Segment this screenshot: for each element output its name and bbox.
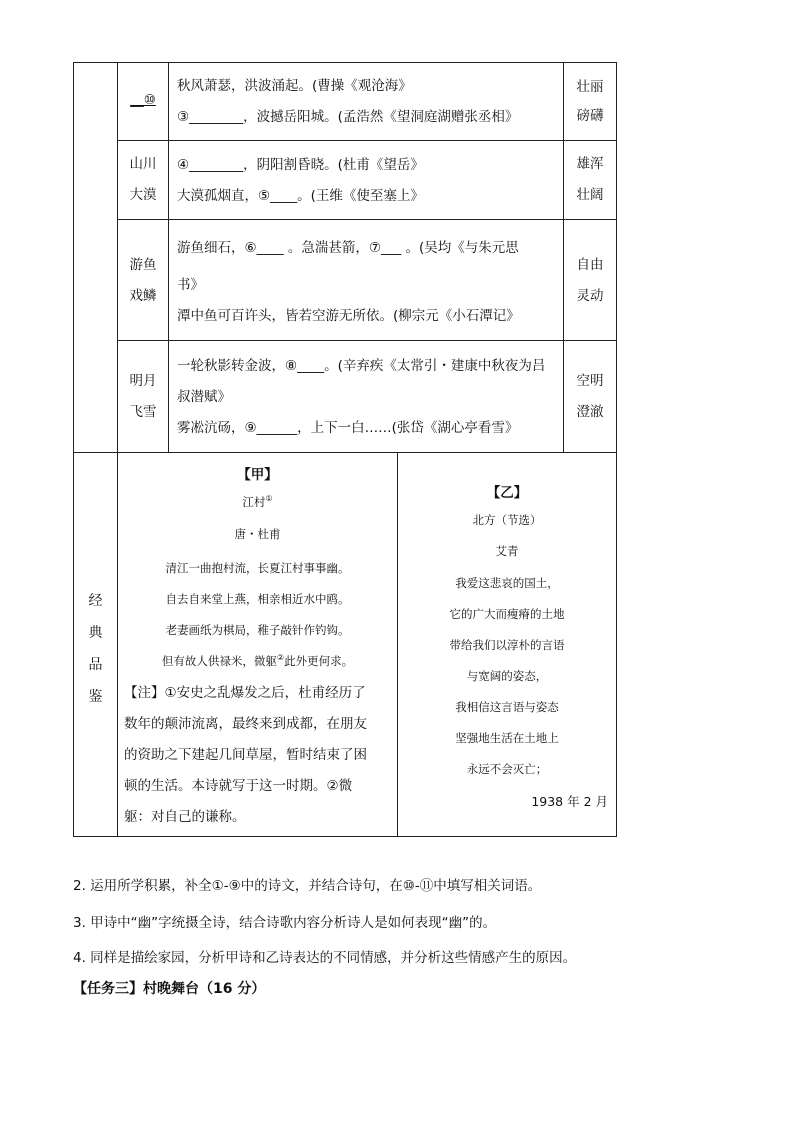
poem-line: 一轮秋影转金波，⑧____。(辛弃疾《太常引・建康中秋夜为吕 <box>177 358 546 374</box>
poem-a-author: 唐・杜甫 <box>234 527 281 541</box>
poem-a-line: 但有故人供禄米，微躯②此外更何求。 <box>161 653 354 668</box>
poem-a-note: 顿的生活。本诗就写于这一时期。②微 <box>124 778 353 794</box>
row-label-blank: __⑩ <box>130 92 156 108</box>
poem-b-line: 永远不会灭亡； <box>466 762 548 776</box>
poem-b-line: 带给我们以淳朴的言语 <box>449 638 565 652</box>
poem-a-line: 自去自来堂上燕，相亲相近水中鸥。 <box>165 592 350 606</box>
poem-line: 潭中鱼可百许头，皆若空游无所依。(柳宗元《小石潭记》 <box>177 308 520 324</box>
poem-line: 雾凇沆砀，⑨______，上下一白……(张岱《湖心亭看雪》 <box>177 420 519 436</box>
poem-a-line: 清江一曲抱村流，长夏江村事事幽。 <box>165 561 350 575</box>
row-label: 大漠 <box>129 187 157 203</box>
poem-b-tag: 【乙】 <box>486 485 528 501</box>
poem-line: 书》 <box>177 277 204 293</box>
poem-a-note: 躯：对自己的谦称。 <box>124 809 246 825</box>
row-label: 飞雪 <box>129 404 157 420</box>
poem-b-line: 它的广大而瘦瘠的土地 <box>449 607 565 621</box>
style-word: 自由 <box>576 257 604 273</box>
style-word: 壮丽 <box>576 79 604 95</box>
poem-b-line: 我爱这悲哀的国土， <box>455 576 559 590</box>
poem-b-date: 1938 年 2 月 <box>531 794 608 809</box>
question-4: 4. 同样是描绘家园，分析甲诗和乙诗表达的不同情感，并分析这些情感产生的原因。 <box>73 950 577 966</box>
row-label: 山川 <box>129 156 157 172</box>
poem-a-line: 老妻画纸为棋局，稚子敲针作钓钩。 <box>165 623 350 637</box>
poem-b-line: 与宽阔的姿态， <box>466 669 548 683</box>
question-3: 3. 甲诗中“幽”字统摄全诗，结合诗歌内容分析诗人是如何表现“幽”的。 <box>73 915 497 931</box>
style-word: 磅礴 <box>576 108 604 124</box>
poem-line: 叔潜赋》 <box>177 389 231 405</box>
poem-line: ④________，阴阳割昏晓。(杜甫《望岳》 <box>177 157 424 173</box>
poem-a-title: 江村① <box>242 494 273 509</box>
poem-a-note: 数年的颠沛流离，最终来到成都，在朋友 <box>124 716 367 732</box>
row-label: 明月 <box>129 373 157 389</box>
poem-line: 大漠孤烟直，⑤____。(王维《使至塞上》 <box>177 188 424 204</box>
style-word: 空明 <box>576 373 604 389</box>
poem-a-note: 【注】①安史之乱爆发之后，杜甫经历了 <box>124 685 366 701</box>
poem-b-line: 我相信这言语与姿态 <box>455 700 559 714</box>
task-heading: 【任务三】村晚舞台（16 分） <box>73 981 266 997</box>
style-word: 壮阔 <box>576 187 604 203</box>
style-word: 澄澈 <box>576 404 604 420</box>
style-word: 雄浑 <box>576 156 604 172</box>
row-label: 戏鳞 <box>129 288 157 304</box>
style-word: 灵动 <box>576 288 604 304</box>
poem-b-author: 艾青 <box>495 544 519 558</box>
question-2: 2. 运用所学积累，补全①-⑨中的诗文，并结合诗句，在⑩-⑪中填写相关词语。 <box>73 878 542 894</box>
row-label: 游鱼 <box>129 257 157 273</box>
poem-b-line: 坚强地生活在土地上 <box>455 731 559 745</box>
poem-line: 游鱼细石，⑥____ 。急湍甚箭，⑦___ 。(吴均《与朱元思 <box>177 240 519 256</box>
poem-a-tag: 【甲】 <box>237 467 278 483</box>
poem-line: 秋风萧瑟，洪波涌起。(曹操《观沧海》 <box>177 78 412 94</box>
poem-a-note: 的资助之下建起几间草屋，暂时结束了困 <box>124 747 367 763</box>
poem-line: ③________，波撼岳阳城。(孟浩然《望洞庭湖赠张丞相》 <box>177 109 519 125</box>
poem-b-title: 北方（节选） <box>472 513 542 527</box>
